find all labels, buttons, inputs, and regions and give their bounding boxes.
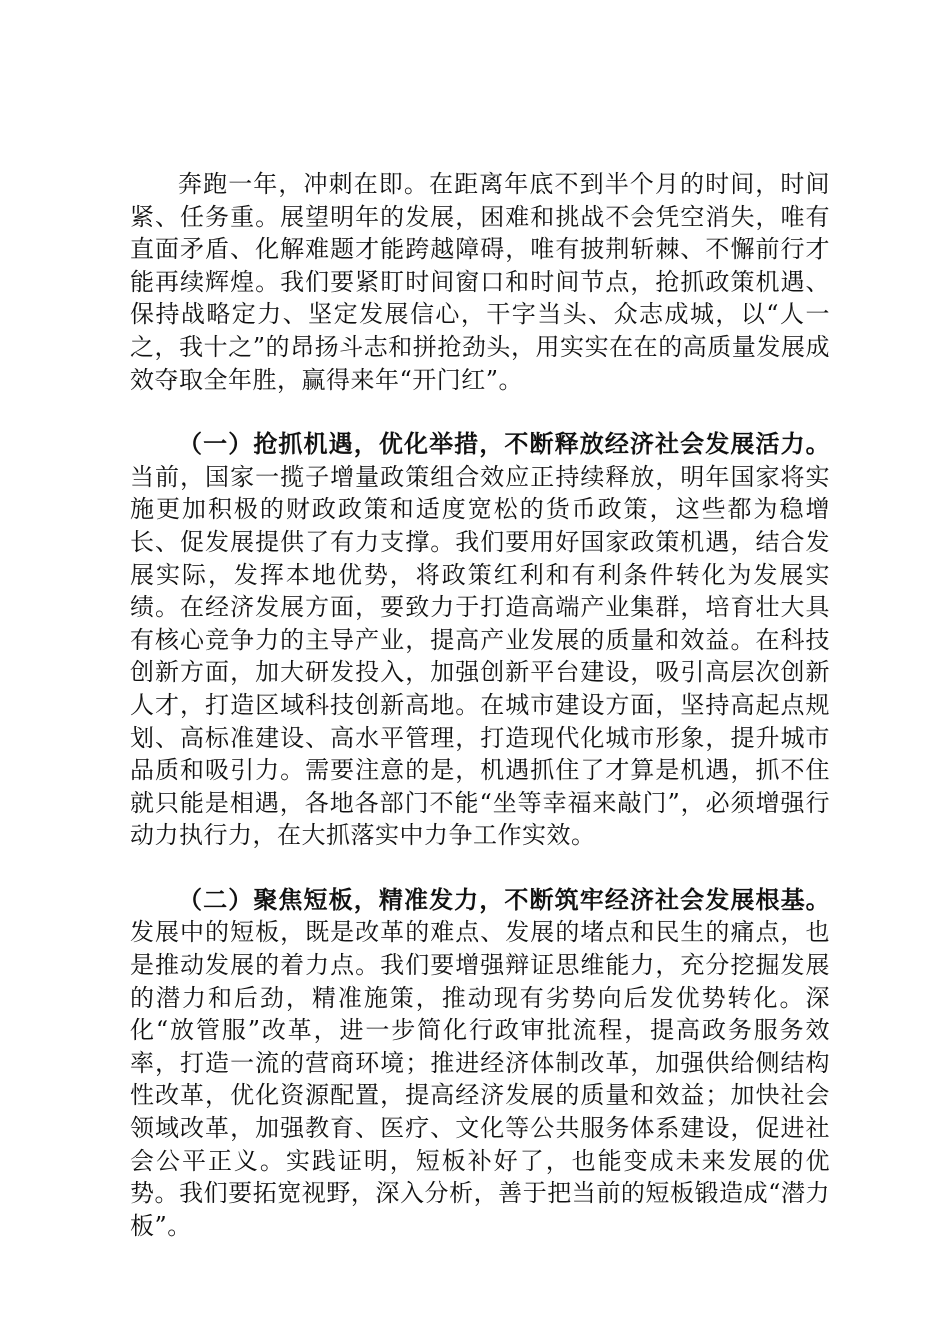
document-page <box>130 168 830 1242</box>
section-one-heading: （一）抢抓机遇，优化举措，不断释放经济社会发展活力。 <box>178 430 830 459</box>
section-two-heading: （二）聚焦短板，精准发力，不断筑牢经济社会发展根基。 <box>178 885 830 914</box>
section-two-paragraph <box>130 884 830 1243</box>
section-one-paragraph <box>130 428 830 852</box>
section-one-body: 当前，国家一揽子增量政策组合效应正持续释放，明年国家将实施更加积极的财政政策和适度宽松的货币政策，这些都为稳增长、促发展提供了有力支撑。我们要用好国家政策机遇，结合发展实际，发挥本地优势，将政策红利和有利条件转化为发展实绩。在经济发展方面，要致力于打造高端产业集群，培育壮大具有核心竞争力的主导产业，提高产业发展的质量和效益。在科技创新方面，加大研发投入，加强创新平台建设，吸引高层次创新人才，打造区域科技创新高地。在城市建设方面，坚持高起点规划、高标准建设、高水平管理，打造现代化城市形象，提升城市品质和吸引力。需要注意的是，机遇抓住了才算是机遇，抓不住就只能是相遇，各地各部门不能“坐等幸福来敲门”，必须增强行动力执行力，在大抓落实中力争工作实效。 <box>130 462 830 850</box>
paragraph-body: 奔跑一年，冲刺在即。在距离年底不到半个月的时间，时间紧、任务重。展望明年的发展，困难和挑战不会凭空消失，唯有直面矛盾、化解难题才能跨越障碍，唯有披荆斩棘、不懈前行才能再续辉煌。我们要紧盯时间窗口和时间节点，抢抓政策机遇、保持战略定力、坚定发展信心，干字当头、众志成城，以“人一之，我十之”的昂扬斗志和拼抢劲头，用实实在在的高质量发展成效夺取全年胜，赢得来年“开门红”。 <box>130 170 830 394</box>
section-two-body: 发展中的短板，既是改革的难点、发展的堵点和民生的痛点，也是推动发展的着力点。我们要增强辩证思维能力，充分挖掘发展的潜力和后劲，精准施策，推动现有劣势向后发优势转化。深化“放管服”改革，进一步简化行政审批流程，提高政务服务效率，打造一流的营商环境；推进经济体制改革，加强供给侧结构性改革，优化资源配置，提高经济发展的质量和效益；加快社会领域改革，加强教育、医疗、文化等公共服务体系建设，促进社会公平正义。实践证明，短板补好了，也能变成未来发展的优势。我们要拓宽视野，深入分析，善于把当前的短板锻造成“潜力板”。 <box>130 918 830 1240</box>
intro-paragraph <box>130 168 830 396</box>
